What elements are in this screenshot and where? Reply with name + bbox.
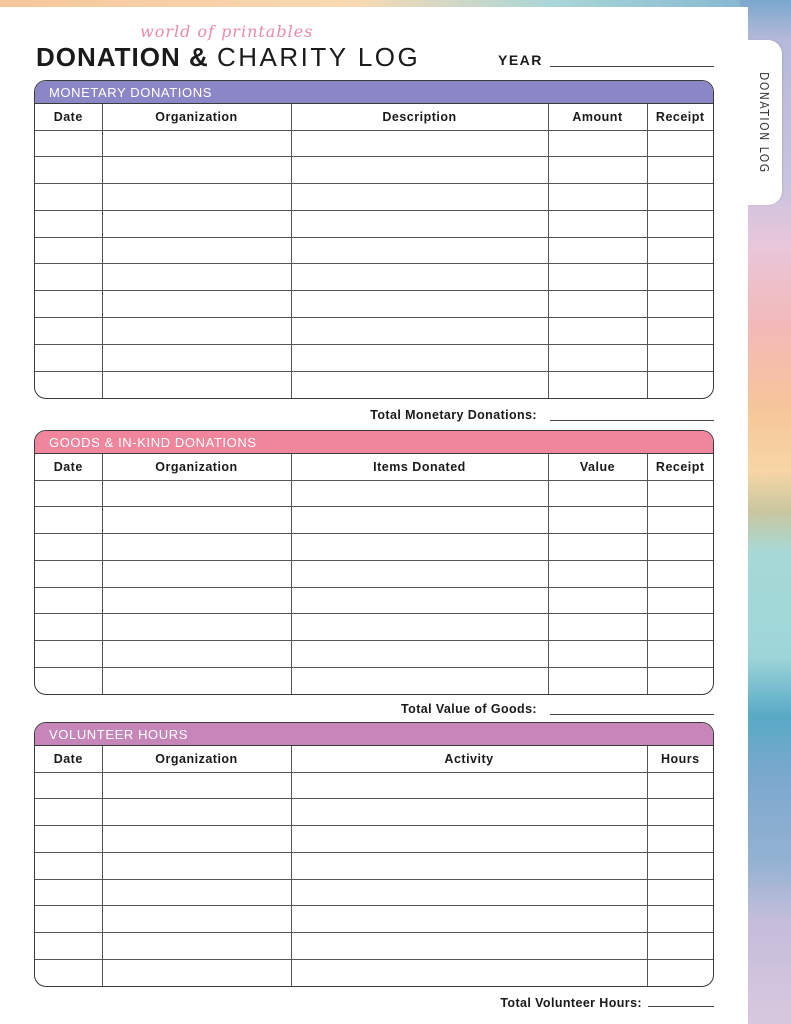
column-header-activity: Activity: [291, 746, 647, 772]
table-cell[interactable]: [35, 852, 102, 879]
table-cell[interactable]: [35, 668, 102, 695]
table-cell[interactable]: [35, 799, 102, 826]
table-cell[interactable]: [291, 371, 548, 398]
table-row: [35, 534, 713, 561]
goods-donations-table: [34, 430, 714, 695]
column-header-amount: Amount: [548, 104, 647, 130]
table-row: [35, 933, 713, 960]
table-cell[interactable]: [102, 371, 291, 398]
column-header-date: Date: [35, 746, 102, 772]
table-row: [35, 237, 713, 264]
table-cell[interactable]: [647, 318, 713, 345]
table-cell[interactable]: [647, 534, 713, 561]
table-cell[interactable]: [35, 933, 102, 960]
table-cell[interactable]: [291, 507, 548, 534]
table-cell[interactable]: [647, 799, 713, 826]
total-monetary-field[interactable]: [550, 420, 714, 421]
table-cell[interactable]: [647, 879, 713, 906]
table-cell[interactable]: [291, 130, 548, 157]
table-cell[interactable]: [291, 157, 548, 184]
table-cell[interactable]: [548, 641, 647, 668]
table-cell[interactable]: [102, 344, 291, 371]
table-cell[interactable]: [291, 210, 548, 237]
table-row: [35, 826, 713, 853]
table-cell[interactable]: [291, 534, 548, 561]
table-cell[interactable]: [548, 237, 647, 264]
table-cell[interactable]: [102, 480, 291, 507]
year-field[interactable]: [550, 66, 714, 67]
column-header-date: Date: [35, 104, 102, 130]
table-row: [35, 318, 713, 345]
table-cell[interactable]: [102, 960, 291, 987]
total-volunteer-field[interactable]: [648, 1006, 714, 1007]
table-cell[interactable]: [291, 641, 548, 668]
table-cell[interactable]: [35, 641, 102, 668]
table-cell[interactable]: [35, 291, 102, 318]
table-cell[interactable]: [548, 210, 647, 237]
table-cell[interactable]: [647, 906, 713, 933]
table-cell[interactable]: [35, 826, 102, 853]
table-cell[interactable]: [102, 587, 291, 614]
table-cell[interactable]: [291, 772, 647, 799]
column-header-items-donated: Items Donated: [291, 454, 548, 480]
table-cell[interactable]: [291, 668, 548, 695]
volunteer-table: [35, 746, 713, 986]
table-cell[interactable]: [291, 799, 647, 826]
page-title: [36, 42, 420, 73]
table-cell[interactable]: [548, 668, 647, 695]
table-cell[interactable]: [35, 560, 102, 587]
table-cell[interactable]: [102, 210, 291, 237]
table-row: [35, 852, 713, 879]
table-cell[interactable]: [35, 210, 102, 237]
total-goods-field[interactable]: [550, 714, 714, 715]
table-cell[interactable]: [548, 587, 647, 614]
table-cell[interactable]: [35, 157, 102, 184]
table-cell[interactable]: [35, 237, 102, 264]
table-cell[interactable]: [102, 799, 291, 826]
column-header-receipt: Receipt: [647, 454, 713, 480]
volunteer-hours-table: [34, 722, 714, 987]
table-cell[interactable]: [647, 852, 713, 879]
goods-table: [35, 454, 713, 694]
table-row: [35, 130, 713, 157]
side-tab[interactable]: [746, 40, 782, 205]
table-cell[interactable]: [35, 344, 102, 371]
table-cell[interactable]: [35, 130, 102, 157]
table-row: [35, 960, 713, 987]
table-row: [35, 157, 713, 184]
table-cell[interactable]: [102, 318, 291, 345]
table-cell[interactable]: [35, 507, 102, 534]
table-cell[interactable]: [35, 879, 102, 906]
column-header-organization: Organization: [102, 104, 291, 130]
table-cell[interactable]: [102, 852, 291, 879]
table-cell[interactable]: [548, 157, 647, 184]
table-cell[interactable]: [102, 534, 291, 561]
column-header-receipt: Receipt: [647, 104, 713, 130]
table-row: [35, 507, 713, 534]
table-cell[interactable]: [291, 291, 548, 318]
table-cell[interactable]: [548, 534, 647, 561]
table-row: [35, 772, 713, 799]
table-cell[interactable]: [291, 560, 548, 587]
table-cell[interactable]: [35, 318, 102, 345]
table-cell[interactable]: [291, 960, 647, 987]
table-cell[interactable]: [548, 614, 647, 641]
table-cell[interactable]: [291, 879, 647, 906]
table-cell[interactable]: [548, 560, 647, 587]
table-cell[interactable]: [548, 344, 647, 371]
table-cell[interactable]: [647, 210, 713, 237]
table-row: [35, 879, 713, 906]
table-row: [35, 344, 713, 371]
table-cell[interactable]: [35, 371, 102, 398]
table-cell[interactable]: [291, 344, 548, 371]
column-header-organization: Organization: [102, 454, 291, 480]
table-row: [35, 264, 713, 291]
table-cell[interactable]: [647, 960, 713, 987]
monetary-table: [35, 104, 713, 398]
table-cell[interactable]: [548, 130, 647, 157]
table-cell[interactable]: [647, 933, 713, 960]
table-cell[interactable]: [647, 184, 713, 211]
table-cell[interactable]: [35, 960, 102, 987]
table-cell[interactable]: [102, 130, 291, 157]
table-cell[interactable]: [548, 291, 647, 318]
table-cell[interactable]: [102, 560, 291, 587]
table-cell[interactable]: [647, 264, 713, 291]
table-cell[interactable]: [291, 906, 647, 933]
table-cell[interactable]: [291, 933, 647, 960]
section-header-volunteer: VOLUNTEER HOURS: [35, 723, 713, 746]
table-cell[interactable]: [647, 668, 713, 695]
table-row: [35, 906, 713, 933]
table-row: [35, 371, 713, 398]
table-row: [35, 587, 713, 614]
table-cell[interactable]: [102, 614, 291, 641]
section-header-goods: GOODS & IN-KIND DONATIONS: [35, 431, 713, 454]
table-row: [35, 560, 713, 587]
table-cell[interactable]: [291, 184, 548, 211]
table-cell[interactable]: [291, 480, 548, 507]
table-cell[interactable]: [35, 614, 102, 641]
column-header-date: Date: [35, 454, 102, 480]
table-cell[interactable]: [647, 587, 713, 614]
table-cell[interactable]: [647, 826, 713, 853]
table-cell[interactable]: [102, 291, 291, 318]
table-row: [35, 480, 713, 507]
table-cell[interactable]: [548, 264, 647, 291]
side-tab-label: DONATION LOG: [757, 71, 771, 174]
table-cell[interactable]: [35, 534, 102, 561]
monetary-donations-table: [34, 80, 714, 399]
table-row: [35, 291, 713, 318]
table-cell[interactable]: [102, 507, 291, 534]
table-cell[interactable]: [548, 184, 647, 211]
section-header-monetary: MONETARY DONATIONS: [35, 81, 713, 104]
table-cell[interactable]: [102, 264, 291, 291]
table-row: [35, 614, 713, 641]
table-row: [35, 210, 713, 237]
table-cell[interactable]: [647, 507, 713, 534]
table-cell[interactable]: [291, 614, 548, 641]
column-header-organization: Organization: [102, 746, 291, 772]
table-cell[interactable]: [102, 237, 291, 264]
table-cell[interactable]: [291, 587, 548, 614]
table-cell[interactable]: [647, 641, 713, 668]
table-cell[interactable]: [291, 264, 548, 291]
table-cell[interactable]: [647, 560, 713, 587]
table-cell[interactable]: [102, 157, 291, 184]
table-cell[interactable]: [102, 933, 291, 960]
table-cell[interactable]: [291, 852, 647, 879]
table-cell[interactable]: [35, 264, 102, 291]
table-cell[interactable]: [548, 480, 647, 507]
table-cell[interactable]: [102, 772, 291, 799]
table-row: [35, 641, 713, 668]
year-label: YEAR: [498, 52, 543, 68]
table-cell[interactable]: [647, 371, 713, 398]
column-header-hours: Hours: [647, 746, 713, 772]
total-volunteer-label: Total Volunteer Hours:: [500, 996, 642, 1010]
total-monetary-label: Total Monetary Donations:: [370, 408, 537, 422]
table-cell[interactable]: [102, 668, 291, 695]
table-cell[interactable]: [291, 826, 647, 853]
page-title-bold: DONATION &: [36, 42, 209, 72]
table-cell[interactable]: [647, 291, 713, 318]
table-cell[interactable]: [647, 480, 713, 507]
table-cell[interactable]: [102, 826, 291, 853]
table-row: [35, 184, 713, 211]
table-cell[interactable]: [35, 480, 102, 507]
table-cell[interactable]: [548, 371, 647, 398]
table-cell[interactable]: [647, 130, 713, 157]
table-cell[interactable]: [35, 184, 102, 211]
column-header-description: Description: [291, 104, 548, 130]
table-row: [35, 668, 713, 695]
table-cell[interactable]: [647, 237, 713, 264]
table-cell[interactable]: [647, 614, 713, 641]
table-cell[interactable]: [102, 184, 291, 211]
table-cell[interactable]: [647, 344, 713, 371]
table-cell[interactable]: [291, 318, 548, 345]
page-title-light: CHARITY LOG: [216, 42, 421, 72]
table-cell[interactable]: [35, 587, 102, 614]
table-cell[interactable]: [102, 906, 291, 933]
table-row: [35, 799, 713, 826]
table-cell[interactable]: [647, 772, 713, 799]
total-goods-label: Total Value of Goods:: [401, 702, 537, 716]
table-cell[interactable]: [548, 318, 647, 345]
table-cell[interactable]: [291, 237, 548, 264]
table-cell[interactable]: [647, 157, 713, 184]
table-cell[interactable]: [35, 906, 102, 933]
table-cell[interactable]: [102, 879, 291, 906]
brand-logo: world of printables: [140, 22, 314, 41]
table-cell[interactable]: [102, 641, 291, 668]
table-cell[interactable]: [35, 772, 102, 799]
table-cell[interactable]: [548, 507, 647, 534]
column-header-value: Value: [548, 454, 647, 480]
